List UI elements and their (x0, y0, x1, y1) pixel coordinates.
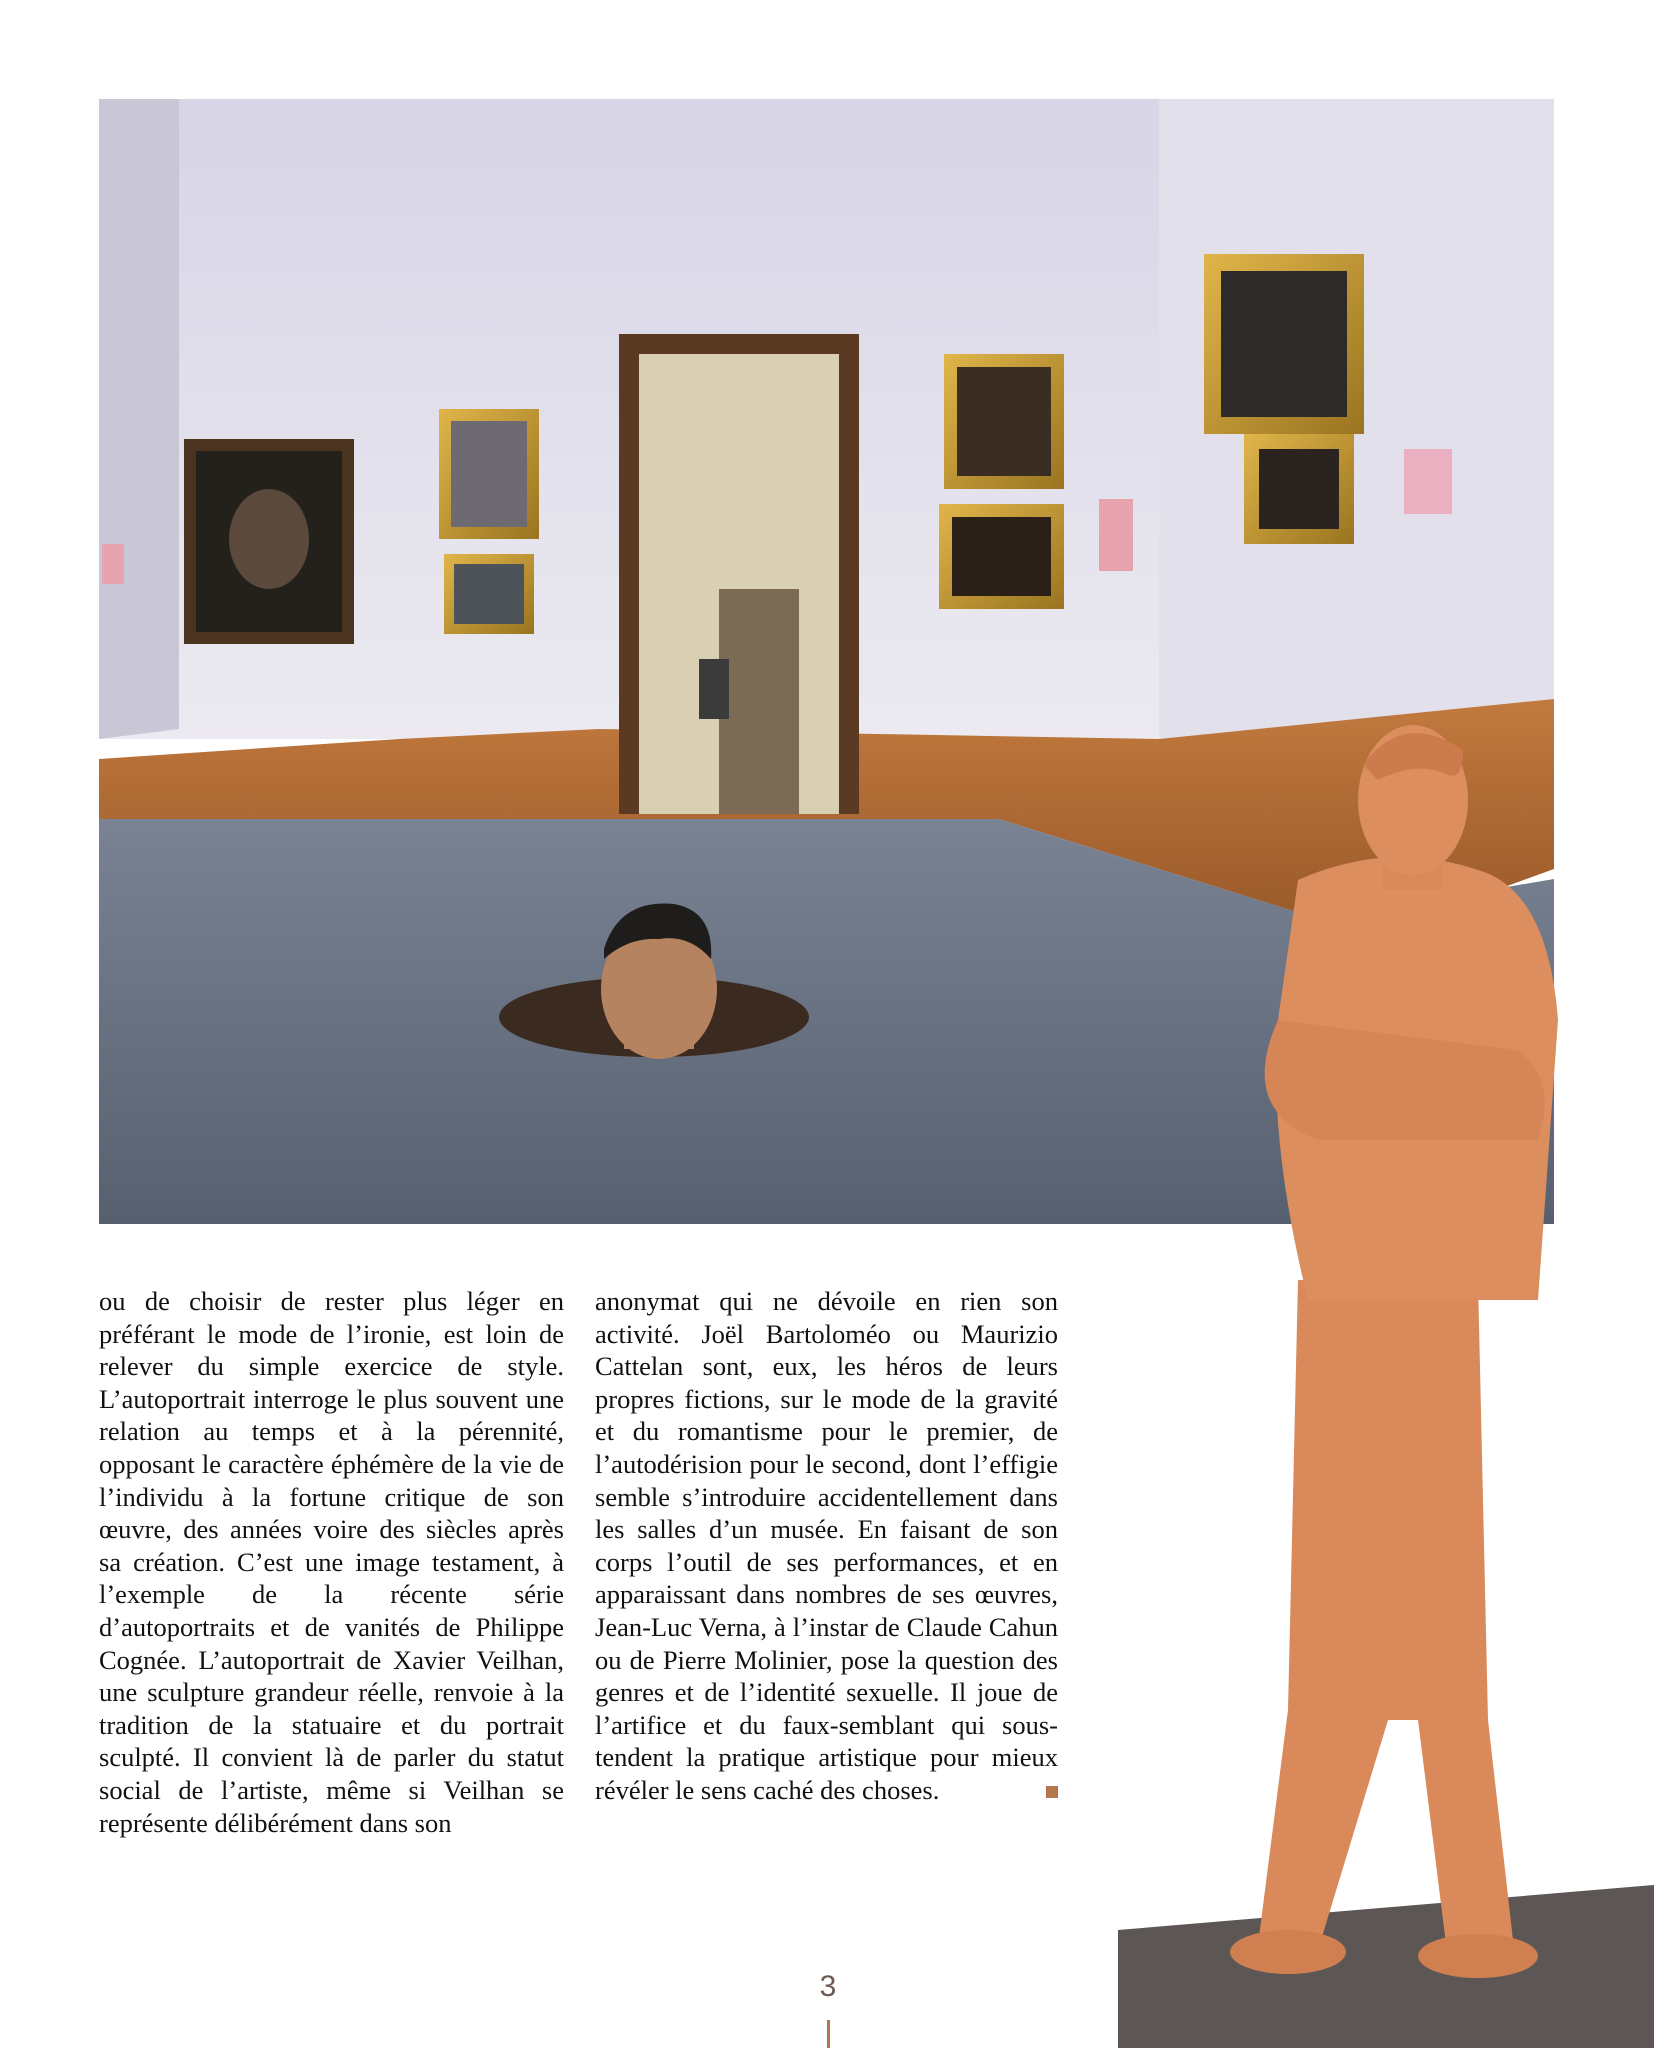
paragraph-right (595, 1285, 1058, 1807)
article-column-left (99, 1285, 564, 1839)
page-number: 3 (819, 1970, 837, 2003)
end-of-article-mark (1046, 1786, 1058, 1798)
statue-photo (1118, 720, 1654, 2048)
page-number-rule (827, 2020, 830, 2048)
paragraph-left: ou de choisir de rester plus léger en préférant le mode de l’ironie, est loin de relever du simple exercice de style. L’autoportrait interroge le plus souvent une relation au temps et à la pérennité, opposant le caractère éphémère de la vie de l’individu à la fortune critique de son œuvre, des années voire des siècles après sa création. C’est une image testament, à l’exemple de la récente série d’autoportraits et de vanités de Philippe Cognée. L’autoportrait de Xavier Veilhan, une sculpture grandeur réelle, renvoie à la tradition de la statuaire et du portrait sculpté. Il convient là de parler du statut social de l’artiste, même si Veilhan se représente délibérément dans son (99, 1286, 564, 1838)
paragraph-right-text: anonymat qui ne dévoile en rien son activité. Joël Bartoloméo ou Maurizio Cattelan sont, eux, les héros de leurs propres fictions, sur le mode de la gravité et du romantisme pour le premier, de l’autodérision pour le second, dont l’effigie semble s’introduire accidentellement dans les salles d’un musée. En faisant de son corps l’outil de ses performances, et en apparaissant dans nombres de ses œuvres, Jean-Luc Verna, à l’instar de Claude Cahun ou de Pierre Molinier, pose la question des genres et de l’identité sexuelle. Il joue de l’artifice et du faux-semblant qui sous-tendent la pratique artistique pour mieux révéler le sens caché des choses. (595, 1286, 1058, 1805)
article-column-right (595, 1285, 1058, 1807)
